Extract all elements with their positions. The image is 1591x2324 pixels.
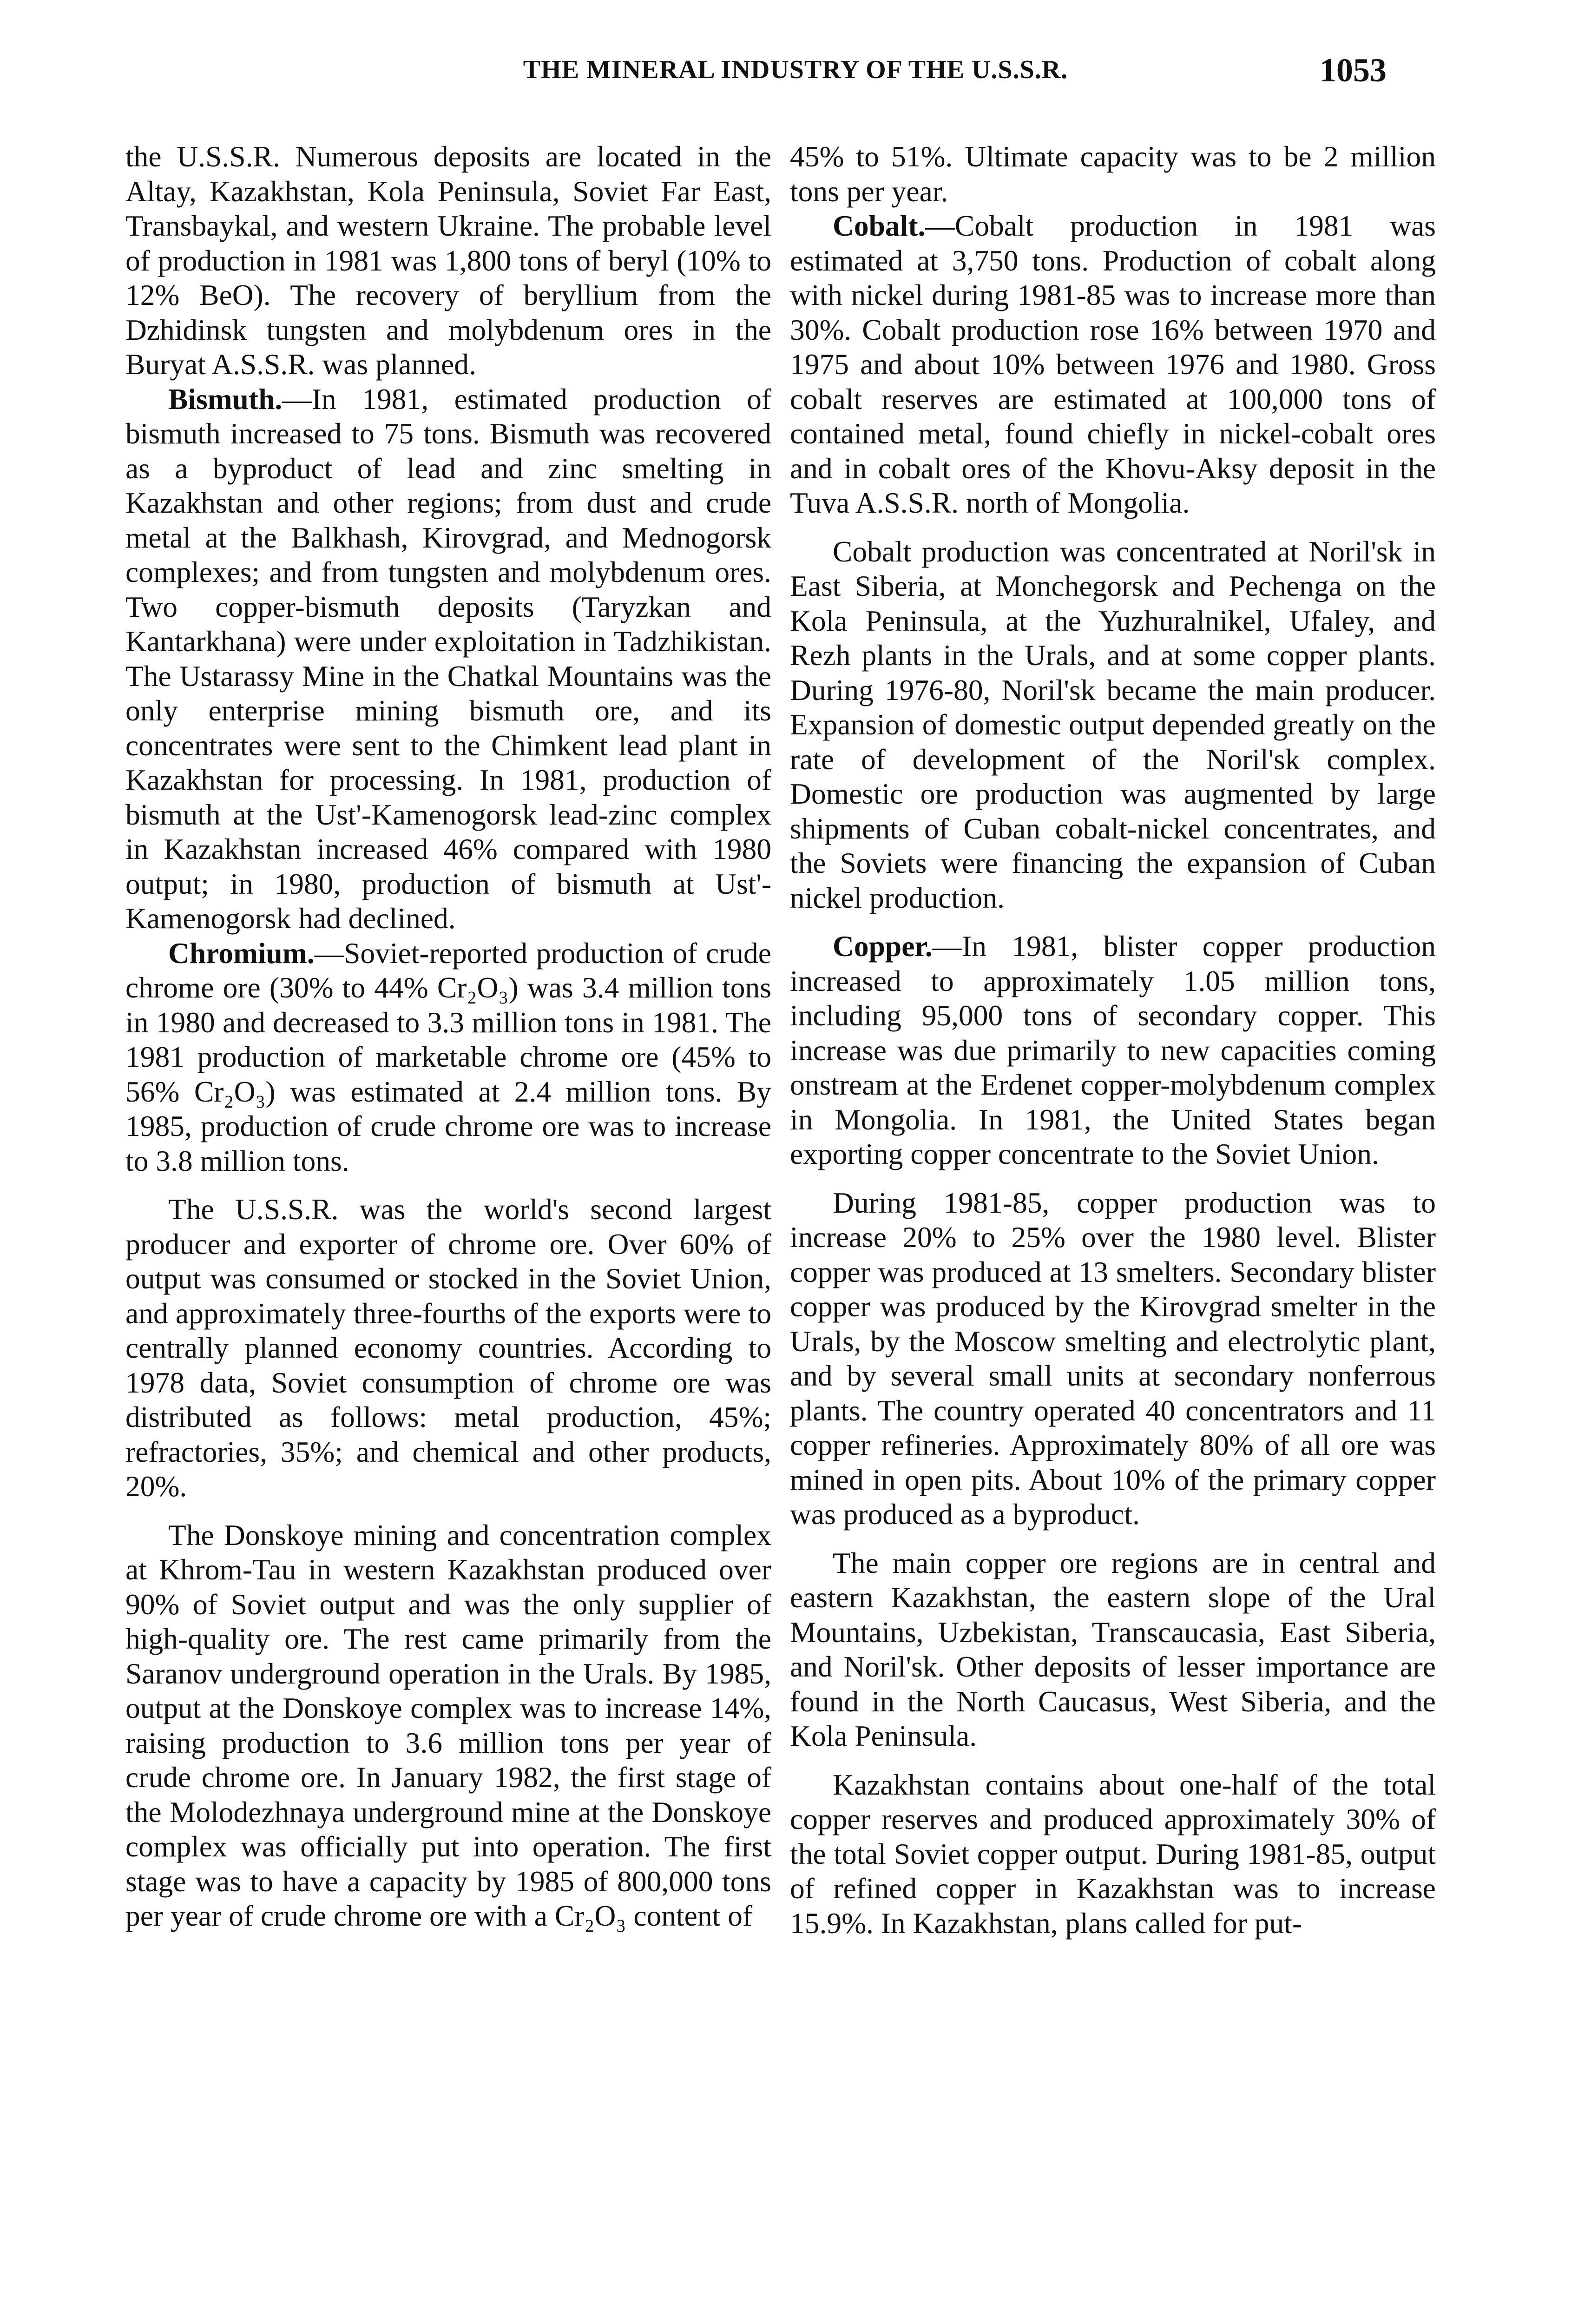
paragraph-chromium	[125, 936, 771, 1179]
right-column	[790, 139, 1436, 1941]
paragraph-cobalt-body: —Cobalt production in 1981 was estimated at 3,750 tons. Production of cobalt along with nickel during 1981-85 was to increase more than 30%. Cobalt production rose 16% between 1970 and 1975 and about 10% between 1976 and 1980. Gross cobalt reserves are estimated at 100,000 tons of contained metal, found chiefly in nickel-cobalt ores and in cobalt ores of the Khovu-Aksy deposit in the Tuva A.S.S.R. north of Mongolia.	[790, 209, 1436, 519]
paragraph-copper-body: —In 1981, blister copper production increased to approximately 1.05 million tons, including 95,000 tons of secondary copper. This increase was due primarily to new capacities coming onstream at the Erdenet copper-molybdenum complex in Mongolia. In 1981, the United States began exporting copper concentrate to the Soviet Union.	[790, 930, 1436, 1170]
paragraph-cobalt	[790, 209, 1436, 521]
running-title: THE MINERAL INDUSTRY OF THE U.S.S.R.	[523, 55, 1068, 84]
paragraph-cobalt-production: Cobalt production was concentrated at Noril'sk in East Siberia, at Monchegorsk and Pechenga on the Kola Peninsula, at the Yuzhuralnikel, Ufaley, and Rezh plants in the Urals, and at some copper plants. During 1976-80, Noril'sk became the main producer. Expansion of domestic output depended greatly on the rate of development of the Noril'sk complex. Domestic ore production was augmented by large shipments of Cuban cobalt-nickel concentrates, and the Soviets were financing the expansion of Cuban nickel production.	[790, 535, 1436, 914]
paragraph-bismuth	[125, 382, 771, 936]
paragraph-copper	[790, 929, 1436, 1172]
paragraph-bismuth-body: —In 1981, estimated production of bismuth increased to 75 tons. Bismuth was recovered as a byproduct of lead and zinc smelting in Kazakhstan and other regions; from dust and crude metal at the Balkhash, Kirovgrad, and Mednogorsk complexes; and from tungsten and molybdenum ores. Two copper-bismuth deposits (Taryzkan and Kantarkhana) were under exploitation in Tadzhikistan. The Ustarassy Mine in the Chatkal Mountains was the only enterprise mining bismuth ore, and its concentrates were sent to the Chimkent lead plant in Kazakhstan for processing. In 1981, production of bismuth at the Ust'-Kamenogorsk lead-zinc complex in Kazakhstan increased 46% compared with 1980 output; in 1980, production of bismuth at Ust'-Kamenogorsk had declined.	[125, 382, 771, 935]
paragraph-chrome-producer: The U.S.S.R. was the world's second largest producer and exporter of chrome ore. Over 60% of output was consumed or stocked in the Soviet Union, and approximately three-fourths of the exports were to centrally planned economy countries. According to 1978 data, Soviet consumption of chrome ore was distributed as follows: metal production, 45%; refractories, 35%; and chemical and other products, 20%.	[125, 1193, 771, 1503]
paragraph-kazakhstan: Kazakhstan contains about one-half of the total copper reserves and produced approximately 30% of the total Soviet copper output. During 1981-85, output of refined copper in Kazakhstan was to increase 15.9%. In Kazakhstan, plans called for put-	[790, 1768, 1436, 1940]
section-heading-chromium: Chromium.	[168, 936, 315, 970]
paragraph-copper-plans: During 1981-85, copper production was to increase 20% to 25% over the 1980 level. Blister copper was produced at 13 smelters. Secondary blister copper was produced by the Kirovgrad smelter in the Urals, by the Moscow smelting and electrolytic plant, and by several small units at secondary nonferrous plants. The country operated 40 concentrators and 11 copper refineries. Approximately 80% of all ore was mined in open pits. About 10% of the primary copper was produced as a byproduct.	[790, 1186, 1436, 1531]
left-column	[125, 139, 771, 1934]
page-number: 1053	[1320, 52, 1387, 89]
paragraph-chromium-body: —Soviet-reported production of crude chrome ore (30% to 44% Cr₂O₃) was 3.4 million tons in 1980 and decreased to 3.3 million tons in 1981. The 1981 production of marketable chrome ore (45% to 56% Cr₂O₃) was estimated at 2.4 million tons. By 1985, production of crude chrome ore was to increase to 3.8 million tons.	[125, 936, 771, 1177]
page-header	[0, 0, 1591, 121]
paragraph-beryllium-cont: the U.S.S.R. Numerous deposits are located in the Altay, Kazakhstan, Kola Peninsula, Soviet Far East, Transbaykal, and western Ukraine. The probable level of production in 1981 was 1,800 tons of beryl (10% to 12% BeO). The recovery of beryllium from the Dzhidinsk tungsten and molybdenum ores in the Buryat A.S.S.R. was planned.	[125, 140, 771, 381]
paragraph-copper-regions: The main copper ore regions are in central and eastern Kazakhstan, the eastern slope of the Ural Mountains, Uzbekistan, Transcaucasia, East Siberia, and Noril'sk. Other deposits of lesser importance are found in the North Caucasus, West Siberia, and the Kola Peninsula.	[790, 1546, 1436, 1752]
section-heading-copper: Copper.	[833, 930, 933, 963]
section-heading-bismuth: Bismuth.	[168, 382, 283, 416]
paragraph-donskoye: The Donskoye mining and concentration complex at Khrom-Tau in western Kazakhstan produced over 90% of Soviet output and was the only supplier of high-quality ore. The rest came primarily from the Saranov underground operation in the Urals. By 1985, output at the Donskoye complex was to increase 14%, raising production to 3.6 million tons per year of crude chrome ore. In January 1982, the first stage of the Molodezhnaya underground mine at the Donskoye complex was officially put into operation. The first stage was to have a capacity by 1985 of 800,000 tons per year of crude chrome ore with a Cr₂O₃ content of	[125, 1518, 771, 1932]
paragraph-chrome-cont: 45% to 51%. Ultimate capacity was to be 2 million tons per year.	[790, 140, 1436, 208]
section-heading-cobalt: Cobalt.	[833, 209, 926, 242]
